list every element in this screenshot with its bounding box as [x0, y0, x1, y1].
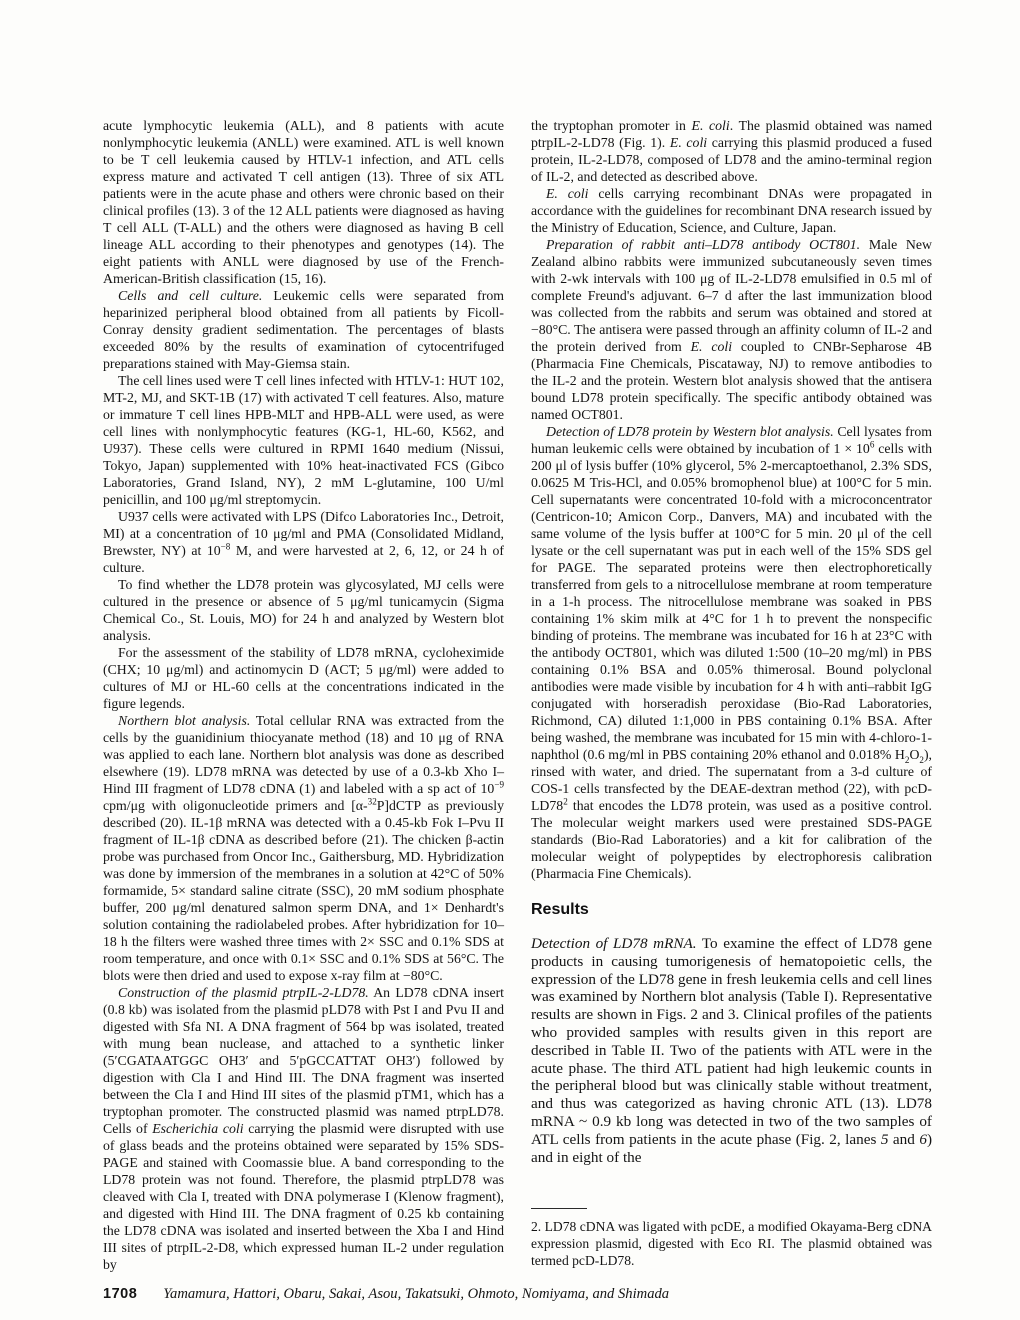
- paragraph: E. coli cells carrying recombinant DNAs were propagated in accordance with the guidelines for recombinant DNA research issued by the Ministry of Education, Science, and Culture, Japan.: [531, 186, 932, 235]
- paragraph: Construction of the plasmid ptrpIL-2-LD78. An LD78 cDNA insert (0.8 kb) was isolated from the plasmid pLD78 with Pst I and Pvu II and digested with Sfa NI. A DNA fragment of 564 bp was isolated, treated with mung bean nuclease, and attached to a synthetic linker (5′CGATAATGGC OH3′ and 5′pGCCATTAT OH3′) followed by digestion with Cla I and Hind III. The DNA fragment was inserted between the Cla I and Hind III sites of the plasmid pTM1, which has a tryptophan promoter. The constructed plasmid was named ptrpLD78. Cells of Escherichia coli carrying the plasmid were disrupted with use of glass beads and the proteins obtained were separated by 15% SDS-PAGE and stained with Coomassie blue. A band corresponding to the LD78 protein was not found. Therefore, the plasmid ptrpLD78 was cleaved with Cla I, treated with DNA polymerase I (Klenow fragment), and digested with Hind III. The DNA fragment of 0.25 kb containing the LD78 cDNA was isolated and inserted between the Xba I and Hind III sites of ptrpIL-2-D8, which expressed human IL-2 under regulation by: [103, 985, 504, 1272]
- right-column: [531, 117, 932, 1273]
- paragraph: The cell lines used were T cell lines infected with HTLV-1: HUT 102, MT-2, MJ, and SKT-1B (17) with activated T cell features. Also, mature or immature T cell lines HPB-MLT and HPB-ALL were used, as were cell lines with nonlymphocytic features (KG-1, HL-60, K562, and U937). These cells were cultured in RPMI 1640 medium (Nissui, Tokyo, Japan) supplemented with 10% heat-inactivated FCS (Gibco Laboratories, Grand Island, NY), 2 mM L-glutamine, 100 U/ml penicillin, and 100 μg/ml streptomycin.: [103, 373, 504, 507]
- footnote: [531, 1208, 932, 1269]
- paragraph: For the assessment of the stability of LD78 mRNA, cycloheximide (CHX; 10 μg/ml) and actinomycin D (ACT; 5 μg/ml) were added to cultures of MJ or HL-60 cells at the concentrations indicated in the figure legends.: [103, 645, 504, 711]
- page-number: 1708: [103, 1286, 138, 1302]
- paragraph: the tryptophan promoter in E. coli. The plasmid obtained was named ptrpIL-2-LD78 (Fig. 1). E. coli carrying this plasmid produced a fused protein, IL-2-LD78, composed of LD78 and the amino-terminal region of IL-2, and detected as described above.: [531, 118, 933, 184]
- footnote-text: 2. LD78 cDNA was ligated with pcDE, a modified Okayama-Berg cDNA expression plasmid, digested with Eco RI. The plasmid obtained was termed pcD-LD78.: [531, 1219, 932, 1269]
- paragraph: Cells and cell culture. Leukemic cells were separated from heparinized peripheral blood obtained from all patients by Ficoll-Conray density gradient sedimentation. The percentages of blasts exceeded 80% by the results of examination of cytocentrifuged preparations stained with May-Giemsa stain.: [103, 288, 504, 371]
- paragraph: Northern blot analysis. Total cellular RNA was extracted from the cells by the guanidinium thiocyanate method (18) and 10 μg of RNA was applied to each lane. Northern blot analysis was done as described elsewhere (19). LD78 mRNA was detected by use of a 0.3-kb Xho I–Hind III fragment of LD78 cDNA (1) and labeled with a sp act of $10^{-9}$ cpm/μg with oligonucleotide primers and [α-$^{32}$P]dCTP as previously described (20). IL-1β mRNA was detected with a 0.45-kb Fok I–Pvu II fragment of IL-1β cDNA as described before (21). The chicken β-actin probe was purchased from Oncor Inc., Gaithersburg, MD. Hybridization was done by immersion of the membranes in a solution at 42°C of 50% formamide, 5× standard saline citrate (SSC), 20 mM sodium phosphate buffer, 200 μg/ml denatured salmon sperm DNA, and 1× Denhardt's solution containing the radiolabeled probes. After hybridization for 10–18 h the filters were washed three times with 2× SSC and 0.1% SDS at room temperature, and once with 0.1× SSC and 0.1% SDS at 56°C. The blots were then dried and used to expose x-ray film at −80°C.: [103, 713, 504, 983]
- paragraph: To find whether the LD78 protein was glycosylated, MJ cells were cultured in the presence or absence of 5 μg/ml tunicamycin (Sigma Chemical Co., St. Louis, MO) for 24 h and analyzed by Western blot analysis.: [103, 577, 504, 643]
- section-heading: Results: [531, 901, 589, 918]
- paragraph: acute lymphocytic leukemia (ALL), and 8 patients with acute nonlymphocytic leukemia (ANLL) were examined. ATL is well known to be T cell leukemia caused by HTLV-1 infection, and ATL cells express mature and activated T cell antigen (13). Three of six ATL patients were in the acute phase and others were chronic based on their clinical profiles (13). 3 of the 12 ALL patients were diagnosed as having T cell ALL (T-ALL) and the others were diagnosed as having B cell lineage ALL according to their phenotypes and genotypes (14). The eight patients with ANLL were diagnosed by use of the French-American-British classification (15, 16).: [103, 118, 504, 286]
- paragraph: Detection of LD78 protein by Western blot analysis. Cell lysates from human leukemic cells were obtained by incubation of $1 \times 10^6$ cells with 200 μl of lysis buffer (10% glycerol, 5% 2-mercaptoethanol, 2.3% SDS, 0.0625 M Tris-HCl, and 0.05% bromophenol blue) at 100°C for 5 min. Cell supernatants were concentrated 10-fold with a microconcentrator (Centricon-10; Amicon Corp., Danvers, MA) and incubated with the same volume of the lysis buffer at 100°C for 5 min. 20 μl of the cell lysate or the cell supernatant was put in each well of the 15% SDS gel for PAGE. The separated proteins were then electrophoretically transferred from gels to a nitrocellulose membrane at room temperature in a 1-h process. The nitrocellulose membrane was soaked in PBS containing 1% skim milk at 4°C for 1 h to prevent the nonspecific binding of proteins. The membrane was incubated for 16 h at 23°C with the antibody OCT801, which was diluted 1:500 (10–20 mg/ml) in PBS containing 0.1% BSA and 0.05% thimerosal. Bound polyclonal antibodies were made visible by incubation for 4 h with anti–rabbit IgG conjugated with horseradish peroxidase (Bio-Rad Laboratories, Richmond, CA) diluted 1:1,000 in PBS containing 0.1% BSA. After being washed, the membrane was incubated for 15 min with 4-chloro-1-naphthol (0.6 mg/ml in PBS containing 20% ethanol and 0.018% $H_2O_2$), rinsed with water, and dried. The supernatant from a 3-d culture of COS-1 cells transfected by the DEAE-dextran method (22), with pcD-$LD78^2$ that encodes the LD78 protein, was used as a positive control. The molecular weight markers used were prestained SDS-PAGE standards (Bio-Rad Laboratories) and a kit for calibration of the molecular weight of polypeptides by electrophoresis calibration (Pharmacia Fine Chemicals).: [531, 424, 932, 881]
- footnote-rule: [531, 1208, 587, 1209]
- page-content: [103, 117, 932, 1273]
- running-authors: Yamamura, Hattori, Obaru, Sakai, Asou, Takatsuki, Ohmoto, Nomiyama, and Shimada: [163, 1286, 670, 1302]
- page-footer: [103, 1286, 669, 1303]
- paragraph: Preparation of rabbit anti–LD78 antibody OCT801. Male New Zealand albino rabbits were immunized subcutaneously seven times with 2-wk intervals with 100 μg of IL-2-LD78 emulsified in 0.5 ml of complete Freund's adjuvant. 6–7 d after the last immunization blood was collected from the rabbits and serum was obtained and stored at −80°C. The antisera were passed through an affinity column of IL-2 and the protein derived from E. coli coupled to CNBr-Sepharose 4B (Pharmacia Fine Chemicals, Piscataway, NJ) to remove antibodies to the IL-2 and the protein. Western blot analysis showed that the antisera bound LD78 protein specifically. The specific antibody obtained was named OCT801.: [531, 237, 933, 422]
- left-column: [103, 117, 504, 1273]
- paragraph: U937 cells were activated with LPS (Difco Laboratories Inc., Detroit, MI) at a concentration of 10 μg/ml and PMA (Consolidated Midland, Brewster, NY) at $10^{-8}$ M, and were harvested at 2, 6, 12, or 24 h of culture.: [103, 509, 504, 575]
- paragraph: Detection of LD78 mRNA. To examine the effect of LD78 gene products in causing tumorigenesis of hematopoietic cells, the expression of the LD78 gene in fresh leukemia cells and cell lines was examined by Northern blot analysis (Table I). Representative results are shown in Figs. 2 and 3. Clinical profiles of the patients who provided samples with results given in this report are described in Table II. Two of the patients with ATL were in the acute phase. The third ATL patient had high leukemic counts in the peripheral blood but was clinically stable without treatment, and thus was categorized as having chronic ATL (13). LD78 mRNA ~ 0.9 kb long was detected in two of the two samples of ATL cells from patients in the acute phase (Fig. 2, lanes 5 and 6) and in eight of the: [531, 935, 932, 1166]
